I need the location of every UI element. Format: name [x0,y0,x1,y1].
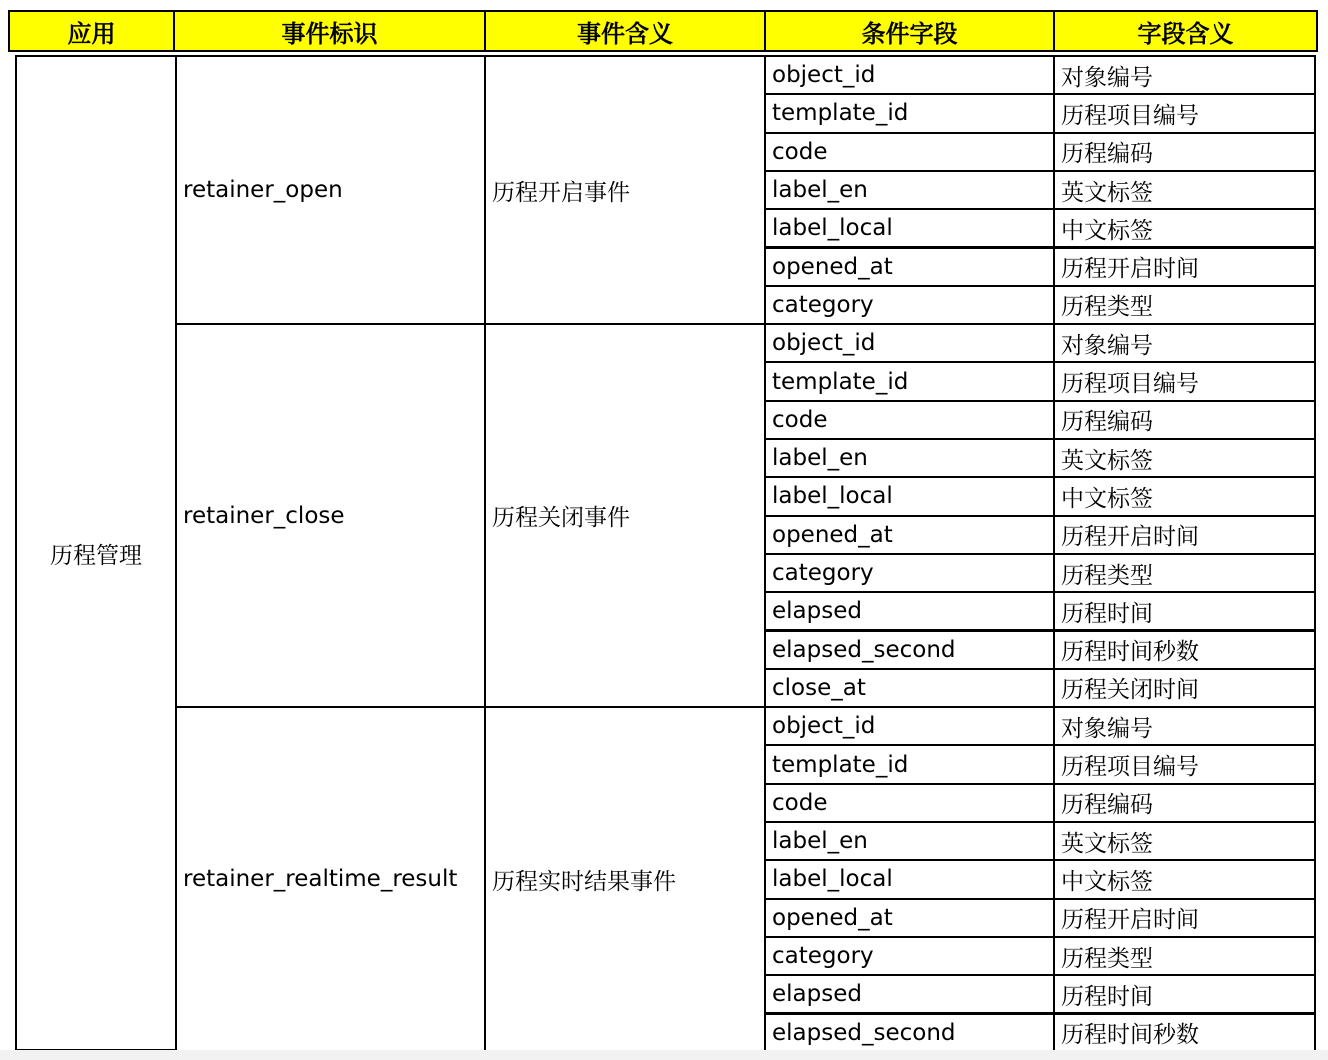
event-meaning-cell: 历程实时结果事件 [484,706,766,1053]
field-name-cell: object_id [764,706,1055,746]
field-name-cell: close_at [764,668,1055,708]
field-name-cell: opened_at [764,247,1055,287]
field-meaning-cell: 历程开启时间 [1053,515,1316,555]
field-meaning-cell: 历程编码 [1053,400,1316,440]
field-meaning-cell: 英文标签 [1053,170,1316,210]
event-meaning-cell: 历程开启事件 [484,55,766,325]
field-name-cell: label_local [764,859,1055,899]
field-meaning-cell: 历程开启时间 [1053,247,1316,287]
field-name-cell: template_id [764,93,1055,133]
field-name-cell: label_local [764,476,1055,516]
field-name-cell: category [764,553,1055,593]
field-name-cell: code [764,400,1055,440]
field-meaning-cell: 历程时间 [1053,591,1316,631]
field-meaning-cell: 历程类型 [1053,285,1316,325]
field-meaning-cell: 对象编号 [1053,706,1316,746]
field-name-cell: category [764,936,1055,976]
field-meaning-cell: 英文标签 [1053,438,1316,478]
field-meaning-cell: 历程开启时间 [1053,898,1316,938]
field-name-cell: elapsed_second [764,630,1055,670]
field-name-cell: elapsed [764,591,1055,631]
field-meaning-cell: 历程类型 [1053,553,1316,593]
header-event-id: 事件标识 [173,10,486,52]
field-meaning-cell: 历程类型 [1053,936,1316,976]
field-name-cell: code [764,132,1055,172]
field-name-cell: opened_at [764,515,1055,555]
header-app: 应用 [8,10,175,52]
field-name-cell: elapsed [764,974,1055,1014]
field-meaning-cell: 中文标签 [1053,208,1316,248]
field-meaning-cell: 历程编码 [1053,132,1316,172]
field-name-cell: label_en [764,821,1055,861]
field-name-cell: label_local [764,208,1055,248]
field-name-cell: elapsed_second [764,1013,1055,1053]
field-name-cell: template_id [764,361,1055,401]
field-meaning-cell: 历程项目编号 [1053,744,1316,784]
event-id-cell: retainer_close [175,323,486,708]
field-name-cell: code [764,783,1055,823]
field-meaning-cell: 对象编号 [1053,55,1316,95]
field-name-cell: opened_at [764,898,1055,938]
sheet-bottom-strip [0,1050,1328,1060]
field-name-cell: label_en [764,438,1055,478]
field-meaning-cell: 历程关闭时间 [1053,668,1316,708]
field-meaning-cell: 英文标签 [1053,821,1316,861]
header-event-meaning: 事件含义 [484,10,766,52]
header-field-meaning: 字段含义 [1053,10,1318,52]
field-name-cell: category [764,285,1055,325]
field-meaning-cell: 历程时间 [1053,974,1316,1014]
app-name-cell: 历程管理 [15,55,177,1051]
field-meaning-cell: 历程项目编号 [1053,93,1316,133]
field-name-cell: label_en [764,170,1055,210]
event-id-cell: retainer_open [175,55,486,325]
event-id-cell: retainer_realtime_result [175,706,486,1053]
field-name-cell: object_id [764,323,1055,363]
event-meaning-cell: 历程关闭事件 [484,323,766,708]
field-meaning-cell: 中文标签 [1053,476,1316,516]
field-meaning-cell: 对象编号 [1053,323,1316,363]
field-meaning-cell: 历程时间秒数 [1053,1013,1316,1053]
field-meaning-cell: 中文标签 [1053,859,1316,899]
header-field: 条件字段 [764,10,1055,52]
field-name-cell: template_id [764,744,1055,784]
field-meaning-cell: 历程编码 [1053,783,1316,823]
field-name-cell: object_id [764,55,1055,95]
field-meaning-cell: 历程时间秒数 [1053,630,1316,670]
field-meaning-cell: 历程项目编号 [1053,361,1316,401]
